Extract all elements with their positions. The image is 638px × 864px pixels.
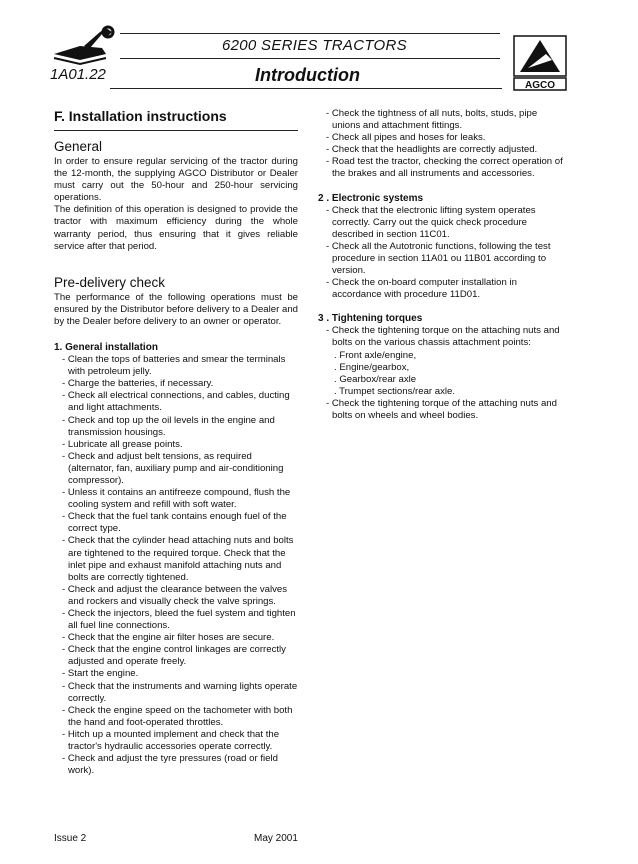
list-item: - Check the on-board computer installation in accordance with procedure 11D01.	[318, 277, 563, 301]
document-number: 1A01.22	[50, 66, 106, 83]
general-paragraph-1: In order to ensure regular servicing of the tractor during the 12-month, the supplying AGCO Distributor or Dealer must carry out the 50-hour and 250-hour servicing operations.	[54, 156, 298, 204]
list-item: . Trumpet sections/rear axle.	[318, 386, 563, 398]
list-item: . Gearbox/rear axle	[318, 374, 563, 386]
electronic-systems-list	[318, 205, 563, 302]
tightening-torques-list	[318, 325, 563, 422]
list-item: - Check that the engine control linkages are correctly adjusted and operate freely.	[54, 644, 298, 668]
section-title: F. Installation instructions	[54, 108, 227, 124]
section-rule	[54, 130, 298, 131]
list-item: . Front axle/engine,	[318, 350, 563, 362]
agco-logo	[510, 34, 570, 92]
list-item: - Start the engine.	[54, 668, 298, 680]
list-item: - Unless it contains an antifreeze compound, flush the cooling system and refill with soft water.	[54, 487, 298, 511]
left-column	[54, 108, 298, 777]
list-item: - Check and adjust the clearance between the valves and rockers and visually check the valve springs.	[54, 584, 298, 608]
page-title: Introduction	[255, 65, 360, 85]
list-item: - Check and adjust the tyre pressures (road or field work).	[54, 753, 298, 777]
header-rule-bottom	[110, 88, 502, 89]
list-item: - Check the tightening torque of the attaching nuts and bolts on wheels and wheel bodies.	[318, 398, 563, 422]
list-item: - Lubricate all grease points.	[54, 439, 298, 451]
list-item: - Clean the tops of batteries and smear the terminals with petroleum jelly.	[54, 354, 298, 378]
list-item: - Check that the fuel tank contains enough fuel of the correct type.	[54, 511, 298, 535]
general-installation-heading: 1. General installation	[54, 342, 158, 354]
wrench-book-icon	[50, 24, 120, 70]
series-title: 6200 SERIES TRACTORS	[222, 37, 407, 54]
right-column	[318, 108, 563, 422]
list-item: - Check that the engine air filter hoses are secure.	[54, 632, 298, 644]
list-item: - Check that the electronic lifting system operates correctly. Carry out the quick check procedure described in section 11C01.	[318, 205, 563, 241]
list-item: - Check the tightening torque on the attaching nuts and bolts on the various chassis attachment points:	[318, 325, 563, 349]
list-item: - Check all the Autotronic functions, following the test procedure in section 11A01 ou 11B01 according to version.	[318, 241, 563, 277]
list-item: - Check all pipes and hoses for leaks.	[318, 132, 563, 144]
list-item: - Check the injectors, bleed the fuel system and tighten all fuel line connections.	[54, 608, 298, 632]
footer-issue: Issue 2	[54, 833, 87, 844]
list-item: - Charge the batteries, if necessary.	[54, 378, 298, 390]
list-item: - Hitch up a mounted implement and check that the tractor's hydraulic accessories operate correctly.	[54, 729, 298, 753]
footer-date: May 2001	[254, 833, 298, 844]
general-heading: General	[54, 139, 103, 154]
agco-logo-text: AGCO	[525, 80, 555, 91]
list-item: - Check all electrical connections, and cables, ducting and light attachments.	[54, 390, 298, 414]
list-item: - Check that the cylinder head attaching nuts and bolts are tightened to the required torque. Check that the inlet pipe and exhaust manifold attaching nuts and bolts are correctly tightened.	[54, 535, 298, 583]
list-item: - Check and top up the oil levels in the engine and transmission housings.	[54, 415, 298, 439]
header-rule-middle	[120, 58, 500, 59]
header-rule-top	[120, 33, 500, 34]
general-installation-list	[54, 354, 298, 777]
electronic-systems-heading: 2 . Electronic systems	[318, 192, 424, 204]
list-item: - Road test the tractor, checking the correct operation of the brakes and all instruments and accessories.	[318, 156, 563, 180]
list-item: - Check that the instruments and warning lights operate correctly.	[54, 681, 298, 705]
tightening-torques-heading: 3 . Tightening torques	[318, 313, 423, 325]
continuation-list	[318, 108, 563, 181]
list-item: - Check and adjust belt tensions, as required (alternator, fan, auxiliary pump and air-conditioning compressor).	[54, 451, 298, 487]
list-item: - Check that the headlights are correctly adjusted.	[318, 144, 563, 156]
list-item: - Check the engine speed on the tachometer with both the hand and foot-operated throttles.	[54, 705, 298, 729]
predelivery-heading: Pre-delivery check	[54, 274, 166, 290]
list-item: - Check the tightness of all nuts, bolts, studs, pipe unions and attachment fittings.	[318, 108, 563, 132]
predelivery-paragraph: The performance of the following operations must be ensured by the Distributor before delivery to a Dealer and by the Dealer before delivery to an owner or operator.	[54, 291, 298, 327]
general-paragraph-2: The definition of this operation is designed to provide the tractor with maximum efficiency during the whole warranty period, thus ensuring that it gives reliable service after that period.	[54, 204, 298, 252]
list-item: . Engine/gearbox,	[318, 362, 563, 374]
